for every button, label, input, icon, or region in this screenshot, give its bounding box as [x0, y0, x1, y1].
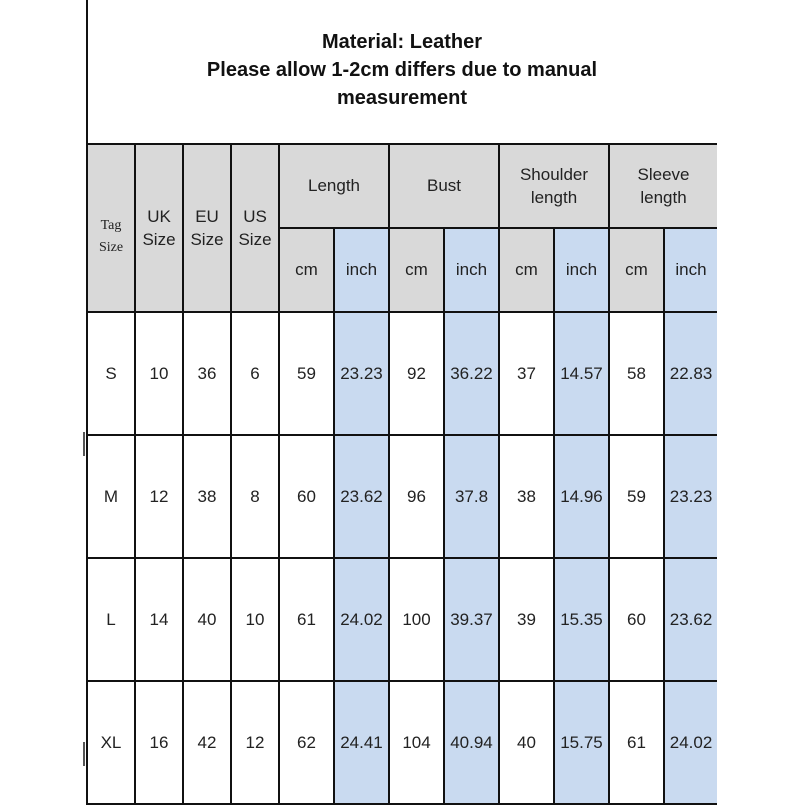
shoulder-inch-cell: 14.57 — [554, 312, 609, 435]
us-size-cell: 8 — [231, 435, 279, 558]
length-cm-unit: cm — [279, 228, 334, 312]
us-size-cell: 10 — [231, 558, 279, 681]
length-cm-cell: 61 — [279, 558, 334, 681]
shoulder-cm-cell: 39 — [499, 558, 554, 681]
bust-cm-cell: 100 — [389, 558, 444, 681]
length-cm-cell: 59 — [279, 312, 334, 435]
length-inch-cell: 23.62 — [334, 435, 389, 558]
us-size-header: US Size — [231, 144, 279, 312]
table-row — [87, 558, 717, 681]
shoulder-inch-cell: 15.35 — [554, 558, 609, 681]
bust-inch-cell: 39.37 — [444, 558, 499, 681]
shoulder-cm-cell: 37 — [499, 312, 554, 435]
length-inch-unit: inch — [334, 228, 389, 312]
bust-inch-cell: 36.22 — [444, 312, 499, 435]
us-size-cell: 6 — [231, 312, 279, 435]
sleeve-cm-unit: cm — [609, 228, 664, 312]
material-note — [88, 28, 716, 112]
sleeve-inch-unit: inch — [664, 228, 717, 312]
edge-tick-mark — [83, 432, 85, 456]
measurement-note-line: Please allow 1-2cm differs due to manual — [206, 59, 598, 81]
tag-size-cell: S — [87, 312, 135, 435]
sleeve-inch-cell: 23.62 — [664, 558, 717, 681]
shoulder-inch-unit: inch — [554, 228, 609, 312]
shoulder-cm-cell: 40 — [499, 681, 554, 804]
shoulder-inch-cell: 15.75 — [554, 681, 609, 804]
tag-size-header: Tag Size — [87, 144, 135, 312]
bust-inch-unit: inch — [444, 228, 499, 312]
length-cm-cell: 60 — [279, 435, 334, 558]
uk-size-header: UK Size — [135, 144, 183, 312]
eu-size-cell: 36 — [183, 312, 231, 435]
us-size-cell: 12 — [231, 681, 279, 804]
length-inch-cell: 24.41 — [334, 681, 389, 804]
uk-size-cell: 10 — [135, 312, 183, 435]
uk-size-cell: 16 — [135, 681, 183, 804]
length-inch-cell: 24.02 — [334, 558, 389, 681]
bust-cm-cell: 92 — [389, 312, 444, 435]
eu-size-cell: 38 — [183, 435, 231, 558]
bust-cm-unit: cm — [389, 228, 444, 312]
bust-inch-cell: 40.94 — [444, 681, 499, 804]
shoulder-length-header: Shoulder length — [499, 144, 609, 228]
eu-size-cell: 40 — [183, 558, 231, 681]
bust-cm-cell: 104 — [389, 681, 444, 804]
table-row — [87, 681, 717, 804]
measurement-note-line: measurement — [336, 87, 468, 109]
sleeve-inch-cell: 22.83 — [664, 312, 717, 435]
shoulder-cm-cell: 38 — [499, 435, 554, 558]
sleeve-cm-cell: 58 — [609, 312, 664, 435]
bust-inch-cell: 37.8 — [444, 435, 499, 558]
uk-size-cell: 14 — [135, 558, 183, 681]
table-row — [87, 435, 717, 558]
eu-size-cell: 42 — [183, 681, 231, 804]
size-chart-table — [86, 143, 717, 805]
sleeve-cm-cell: 61 — [609, 681, 664, 804]
uk-size-cell: 12 — [135, 435, 183, 558]
shoulder-cm-unit: cm — [499, 228, 554, 312]
length-inch-cell: 23.23 — [334, 312, 389, 435]
table-row — [87, 312, 717, 435]
bust-cm-cell: 96 — [389, 435, 444, 558]
eu-size-header: EU Size — [183, 144, 231, 312]
sleeve-cm-cell: 60 — [609, 558, 664, 681]
sleeve-cm-cell: 59 — [609, 435, 664, 558]
sleeve-inch-cell: 23.23 — [664, 435, 717, 558]
material-line: Material: Leather — [321, 31, 483, 53]
length-cm-cell: 62 — [279, 681, 334, 804]
edge-tick-mark — [83, 742, 85, 766]
length-header: Length — [279, 144, 389, 228]
sleeve-inch-cell: 24.02 — [664, 681, 717, 804]
tag-size-cell: L — [87, 558, 135, 681]
shoulder-inch-cell: 14.96 — [554, 435, 609, 558]
tag-size-cell: XL — [87, 681, 135, 804]
bust-header: Bust — [389, 144, 499, 228]
tag-size-cell: M — [87, 435, 135, 558]
sleeve-length-header: Sleeve length — [609, 144, 717, 228]
